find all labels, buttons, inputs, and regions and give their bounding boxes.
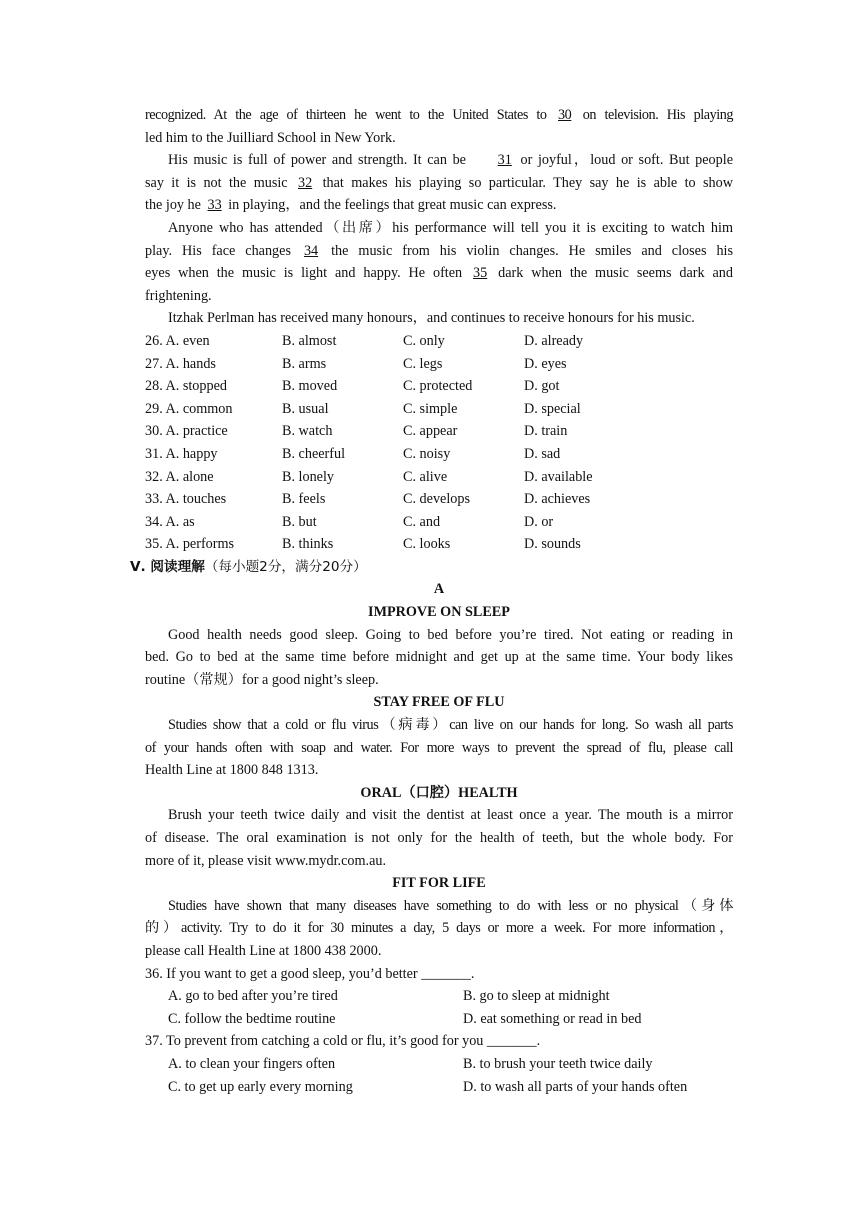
option-row: 34. A. as B. but C. and D. or	[145, 513, 554, 530]
blank-32: 32	[298, 174, 313, 191]
option-row: 30. A. practice B. watch C. appear D. train	[145, 423, 568, 440]
question-options	[145, 1008, 733, 1031]
passage-line: Studies have shown that many diseases have something to do with less or no physical（身体	[168, 897, 733, 914]
passage-line: Brush your teeth twice daily and visit the dentist at least once a year. The mouth is a mirror	[168, 807, 733, 824]
cloze-line: Itzhak Perlman has received many honours，and continues to receive honours for his music.	[168, 310, 695, 327]
passage-title: ORAL（口腔）HEALTH	[360, 784, 518, 801]
passage-title: STAY FREE OF FLU	[373, 694, 505, 711]
passage-line: routine（常规）for a good night’s sleep.	[145, 671, 379, 688]
option-d: D. to wash all parts of your hands often	[463, 1078, 688, 1095]
passage-line: Health Line at 1800 848 1313.	[145, 762, 319, 779]
option-row: 28. A. stopped B. moved C. protected D. got	[145, 378, 560, 395]
option-row: 33. A. touches B. feels C. develops D. achieves	[145, 491, 591, 508]
blank-30: 30	[558, 107, 572, 123]
blank-31: 31	[497, 152, 512, 169]
option-a: A. to clean your fingers often	[168, 1055, 336, 1072]
passage-line: of your hands often with soap and water. For more ways to prevent the spread of flu, please call	[145, 739, 733, 756]
passage-line: Studies show that a cold or flu virus（病毒）can live on our hands for long. So wash all parts	[168, 717, 733, 734]
passage-title: FIT FOR LIFE	[392, 875, 486, 892]
passage-line: of disease. The oral examination is not only for the health of teeth, but the whole body. For	[145, 830, 733, 846]
option-row: 32. A. alone B. lonely C. alive D. available	[145, 468, 593, 485]
option-row: 35. A. performs B. thinks C. looks D. sounds	[145, 536, 581, 553]
option-d: D. eat something or read in bed	[463, 1010, 642, 1027]
blank-35: 35	[473, 265, 488, 282]
blank-34: 34	[303, 242, 319, 259]
option-b: B. go to sleep at midnight	[463, 988, 610, 1005]
passage-line: 的）activity. Try to do it for 30 minutes a day, 5 days or more a week. For more information，	[145, 920, 733, 937]
passage-line: more of it, please visit www.mydr.com.au.	[145, 852, 387, 869]
option-row: 26. A. even B. almost C. only D. already	[145, 332, 584, 349]
cloze-line: recognized. At the age of thirteen he went to the United States to 30 on television. His playing	[145, 104, 733, 127]
cloze-line: His music is full of power and strength. It can be 31 or joyful，loud or soft. But people	[145, 149, 733, 172]
section-heading: Ⅴ. 阅读理解（每小题2分，满分20分）	[130, 558, 367, 575]
cloze-options	[145, 330, 733, 556]
option-a: A. go to bed after you’re tired	[168, 988, 338, 1005]
cloze-line: led him to the Juilliard School in New York.	[145, 129, 396, 146]
question-options	[145, 1053, 733, 1076]
question-options	[145, 1076, 733, 1099]
cloze-line: frightening.	[145, 287, 212, 304]
option-c: C. follow the bedtime routine	[168, 1010, 336, 1027]
passage-line: bed. Go to bed at the same time before midnight and get up at the same time. Your body likes	[145, 649, 733, 666]
question-options	[145, 985, 733, 1008]
blank-33: 33	[207, 197, 222, 214]
cloze-line: play. His face changes 34 the music from his violin changes. He smiles and closes his	[145, 240, 733, 263]
passage-line: please call Health Line at 1800 438 2000.	[145, 942, 382, 959]
passage-label: A	[433, 581, 445, 598]
passage-line: Good health needs good sleep. Going to bed before you’re tired. Not eating or reading in	[168, 626, 733, 643]
cloze-line: Anyone who has attended（出席）his performance will tell you it is exciting to watch him	[168, 219, 733, 236]
question-stem: 36. If you want to get a good sleep, you’d better _______.	[145, 965, 475, 982]
option-c: C. to get up early every morning	[168, 1078, 353, 1095]
document-page	[130, 104, 734, 1098]
option-row: 31. A. happy B. cheerful C. noisy D. sad	[145, 445, 561, 462]
option-b: B. to brush your teeth twice daily	[463, 1055, 653, 1072]
question-stem: 37. To prevent from catching a cold or flu, it’s good for you _______.	[145, 1033, 541, 1050]
option-row: 27. A. hands B. arms C. legs D. eyes	[145, 355, 567, 372]
passage-title: IMPROVE ON SLEEP	[368, 604, 510, 621]
cloze-line: say it is not the music 32 that makes his playing so particular. They say he is able to show	[145, 172, 733, 195]
cloze-line: the joy he 33 in playing，and the feelings that great music can express.	[145, 194, 733, 217]
option-row: 29. A. common B. usual C. simple D. special	[145, 400, 581, 417]
cloze-line: eyes when the music is light and happy. He often 35 dark when the music seems dark and	[145, 262, 733, 285]
